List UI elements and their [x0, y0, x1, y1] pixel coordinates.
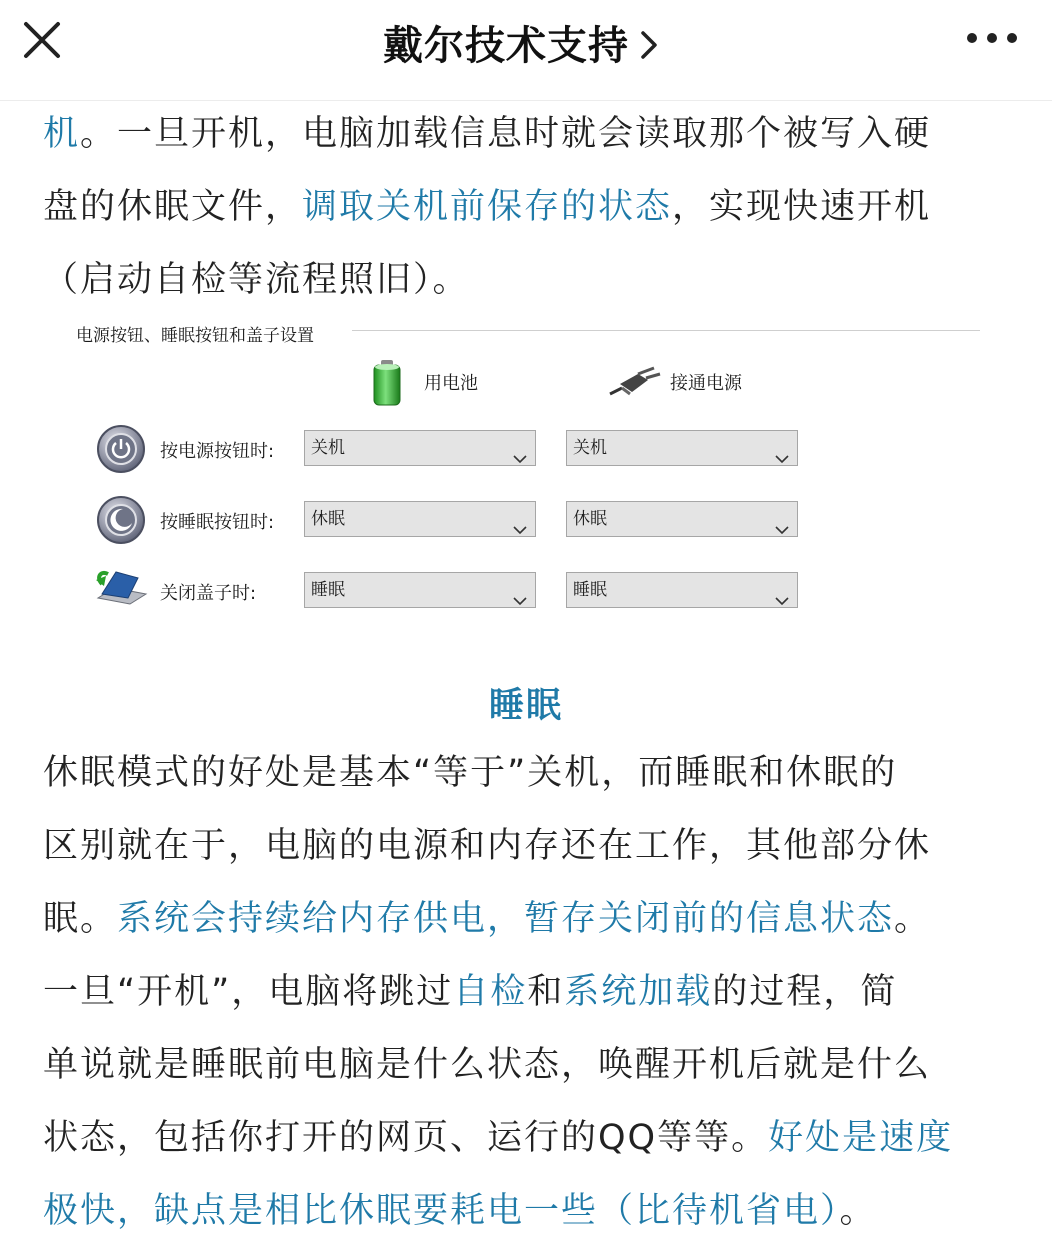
- text-segment: 眠。: [43, 899, 118, 939]
- section-heading: 睡眠: [488, 686, 563, 726]
- row-label-sleep-button: 按睡眠按钮时:: [160, 512, 275, 533]
- sleep-button-plugged-select[interactable]: [566, 501, 798, 537]
- text-segment: 一旦“开机”，电脑将跳过: [43, 972, 454, 1012]
- group-title: 电源按钮、睡眠按钮和盖子设置: [76, 326, 314, 346]
- battery-icon: [370, 358, 404, 413]
- select-value: 休眠: [311, 509, 345, 529]
- select-value: 关机: [311, 438, 345, 458]
- close-lid-plugged-select[interactable]: [566, 572, 798, 608]
- text-line: [43, 171, 1011, 244]
- text-line: [43, 956, 1018, 1029]
- chevron-down-icon: [513, 442, 527, 452]
- highlighted-text: 机: [43, 114, 81, 154]
- group-divider: [352, 330, 980, 331]
- highlighted-text: 系统加载: [564, 972, 713, 1012]
- text-segment: 的过程，简: [712, 972, 898, 1012]
- page-title-link[interactable]: [0, 14, 1052, 71]
- text-segment: （启动自检等流程照旧）。: [43, 260, 470, 300]
- close-lid-battery-select[interactable]: [304, 572, 536, 608]
- paragraph-text: [43, 737, 1018, 1248]
- text-line: [43, 883, 1018, 956]
- text-segment: ，实现快速开机: [672, 187, 932, 227]
- top-bar: [0, 0, 1052, 101]
- text-segment: 。: [894, 899, 932, 939]
- select-value: 睡眠: [311, 580, 345, 600]
- chevron-right-icon: [629, 27, 669, 63]
- text-line: [43, 737, 1018, 810]
- row-label-close-lid: 关闭盖子时:: [160, 583, 257, 604]
- chevron-down-icon: [775, 442, 789, 452]
- select-value: 关机: [573, 438, 607, 458]
- row-label-power-button: 按电源按钮时:: [160, 441, 275, 462]
- text-line: [43, 810, 1018, 883]
- highlighted-text: 好处是速度: [768, 1118, 954, 1158]
- text-segment: 。一旦开机，电脑加载信息时就会读取那个被写入硬: [80, 114, 932, 154]
- power-button-battery-select[interactable]: [304, 430, 536, 466]
- text-segment: 盘的休眠文件，: [43, 187, 303, 227]
- highlighted-text: 极快，缺点是相比休眠要耗电一些（比待机省电）: [43, 1191, 840, 1231]
- select-value: 休眠: [573, 509, 607, 529]
- page-title: 戴尔技术支持: [383, 23, 629, 69]
- chevron-down-icon: [513, 513, 527, 523]
- column-header-plugged: 接通电源: [670, 373, 742, 394]
- text-line: [43, 1102, 1018, 1175]
- select-value: 睡眠: [573, 580, 607, 600]
- article-paragraph-1: [43, 98, 1011, 317]
- text-line: [43, 244, 1011, 317]
- text-segment: 。: [839, 1191, 877, 1231]
- more-options-icon[interactable]: [962, 26, 1022, 50]
- sleep-button-icon: [96, 495, 146, 550]
- chevron-down-icon: [775, 584, 789, 594]
- sleep-button-battery-select[interactable]: [304, 501, 536, 537]
- chevron-down-icon: [513, 584, 527, 594]
- power-button-plugged-select[interactable]: [566, 430, 798, 466]
- chevron-down-icon: [775, 513, 789, 523]
- highlighted-text: 自检: [453, 972, 528, 1012]
- highlighted-text: 系统会持续给内存供电，暂存关闭前的信息状态: [117, 899, 895, 939]
- article-paragraph-2: [43, 737, 1018, 1248]
- paragraph-text: [43, 98, 1011, 317]
- text-line: [43, 1175, 1018, 1248]
- laptop-lid-icon: [94, 564, 150, 617]
- column-header-battery: 用电池: [424, 373, 478, 394]
- text-line: [43, 98, 1011, 171]
- text-line: [43, 1029, 1018, 1102]
- highlighted-text: 调取关机前保存的状态: [302, 187, 673, 227]
- text-segment: 单说就是睡眠前电脑是什么状态，唤醒开机后就是什么: [43, 1045, 932, 1085]
- text-segment: 状态，包括你打开的网页、运行的QQ等等。: [43, 1118, 769, 1158]
- text-segment: 休眠模式的好处是基本“等于”关机，而睡眠和休眠的: [43, 753, 898, 793]
- power-button-icon: [96, 424, 146, 479]
- text-segment: 和: [527, 972, 565, 1012]
- power-settings-image: [70, 316, 982, 628]
- power-plug-icon: [608, 366, 664, 405]
- text-segment: 区别就在于，电脑的电源和内存还在工作，其他部分休: [43, 826, 932, 866]
